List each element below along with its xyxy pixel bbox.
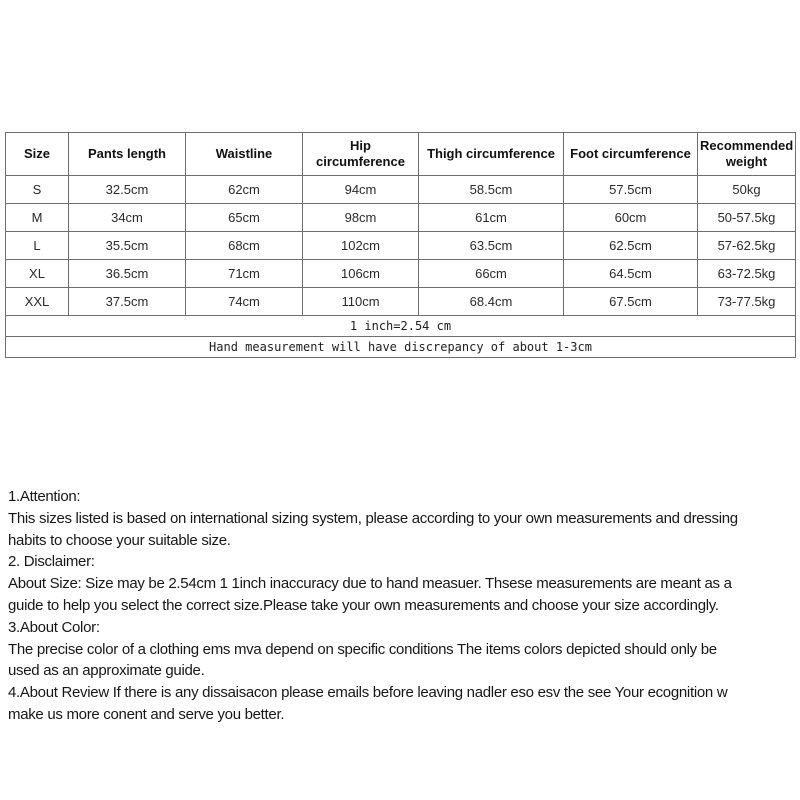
footnote-row-1 — [6, 337, 796, 358]
table-footnote-text: Hand measurement will have discrepancy of about 1-3cm — [6, 337, 796, 358]
measurement-cell: 62.5cm — [564, 232, 698, 260]
measurement-cell: 110cm — [303, 288, 419, 316]
column-header-6: Recommended weight — [698, 133, 796, 176]
measurement-cell: 63.5cm — [419, 232, 564, 260]
size-chart-table — [5, 132, 796, 358]
size-chart-header — [6, 133, 796, 176]
measurement-cell: 61cm — [419, 204, 564, 232]
measurement-cell: 57.5cm — [564, 176, 698, 204]
column-header-0: Size — [6, 133, 69, 176]
table-row-XL — [6, 260, 796, 288]
column-header-3: Hip circumference — [303, 133, 419, 176]
measurement-cell: 37.5cm — [69, 288, 186, 316]
measurement-cell: 50kg — [698, 176, 796, 204]
measurement-cell: 57-62.5kg — [698, 232, 796, 260]
column-header-5: Foot circumference — [564, 133, 698, 176]
note-line-4: 2. Disclaimer: — [8, 553, 95, 571]
note-line-2: This sizes listed is based on international sizing system, please according to your own measurements and dressing — [8, 509, 738, 527]
note-line-1: 1.Attention: — [8, 488, 81, 505]
measurement-cell: 62cm — [186, 176, 303, 204]
column-header-1: Pants length — [69, 133, 186, 176]
note-line-8: The precise color of a clothing ems mva depend on specific conditions The items colors depicted should only be — [8, 640, 717, 658]
measurement-cell: 36.5cm — [69, 260, 186, 288]
size-chart-footnotes — [6, 316, 796, 358]
measurement-cell: 68.4cm — [419, 288, 564, 316]
measurement-cell: 67.5cm — [564, 288, 698, 316]
measurement-cell: 60cm — [564, 204, 698, 232]
measurement-cell: 58.5cm — [419, 176, 564, 204]
note-line-6: guide to help you select the correct size.Please take your own measurements and choose your size accordingly. — [8, 596, 719, 614]
table-footnote-text: 1 inch=2.54 cm — [6, 316, 796, 337]
note-line-9: used as an approximate guide. — [8, 662, 205, 680]
measurement-cell: 63-72.5kg — [698, 260, 796, 288]
measurement-cell: 68cm — [186, 232, 303, 260]
note-line-10: 4.About Review If there is any dissaisacon please emails before leaving nadler eso esv the see Your ecognition w — [8, 684, 728, 702]
header-row — [6, 133, 796, 176]
measurement-cell: 66cm — [419, 260, 564, 288]
size-label-cell: L — [6, 232, 69, 260]
size-label-cell: M — [6, 204, 69, 232]
size-chart-body — [6, 176, 796, 316]
column-header-4: Thigh circumference — [419, 133, 564, 176]
size-label-cell: XXL — [6, 288, 69, 316]
note-line-5: About Size: Size may be 2.54cm 1 1inch inaccuracy due to hand measuer. Thsese measurements are meant as a — [8, 575, 732, 593]
table-row-M — [6, 204, 796, 232]
measurement-cell: 64.5cm — [564, 260, 698, 288]
measurement-cell: 74cm — [186, 288, 303, 316]
measurement-cell: 98cm — [303, 204, 419, 232]
measurement-cell: 65cm — [186, 204, 303, 232]
footnote-row-0 — [6, 316, 796, 337]
table-row-XXL — [6, 288, 796, 316]
notes-section — [8, 486, 796, 726]
measurement-cell: 73-77.5kg — [698, 288, 796, 316]
measurement-cell: 94cm — [303, 176, 419, 204]
note-line-7: 3.About Color: — [8, 618, 100, 636]
table-row-S — [6, 176, 796, 204]
note-line-3: habits to choose your suitable size. — [8, 531, 231, 549]
note-line-11: make us more conent and serve you better. — [8, 705, 285, 723]
measurement-cell: 50-57.5kg — [698, 204, 796, 232]
measurement-cell: 102cm — [303, 232, 419, 260]
size-label-cell: XL — [6, 260, 69, 288]
measurement-cell: 34cm — [69, 204, 186, 232]
measurement-cell: 32.5cm — [69, 176, 186, 204]
column-header-2: Waistline — [186, 133, 303, 176]
measurement-cell: 106cm — [303, 260, 419, 288]
measurement-cell: 71cm — [186, 260, 303, 288]
size-label-cell: S — [6, 176, 69, 204]
measurement-cell: 35.5cm — [69, 232, 186, 260]
table-row-L — [6, 232, 796, 260]
